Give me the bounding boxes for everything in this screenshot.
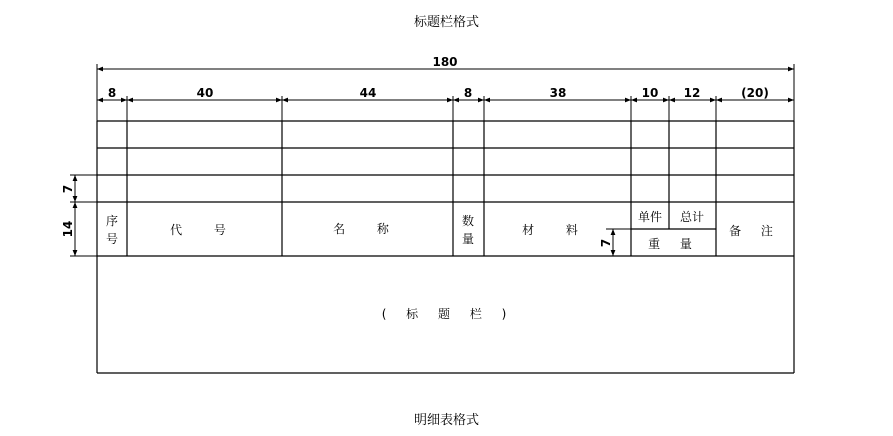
caption-title-block-format: 标题栏格式: [413, 15, 479, 30]
header-qty-line1: 数: [461, 214, 475, 228]
header-remark: 备 注: [729, 224, 781, 238]
dim-col-code: 40: [196, 86, 214, 100]
header-unit: 单件: [637, 210, 663, 224]
header-name: 名 称: [333, 222, 403, 236]
header-material: 材 料: [522, 223, 592, 237]
dim-col-seq: 8: [107, 86, 117, 100]
header-code: 代 号: [170, 223, 240, 237]
title-block-label: ( 标 题 栏 ): [381, 307, 515, 321]
dim-col-unit: 10: [641, 86, 659, 100]
dim-col-name: 44: [359, 86, 377, 100]
header-seq-line2: 号: [105, 232, 119, 246]
caption-detail-table-format: 明细表格式: [413, 413, 479, 428]
dim-col-material: 38: [549, 86, 567, 100]
header-qty-line2: 量: [461, 232, 475, 246]
dim-row-height: 7: [61, 184, 75, 194]
dim-col-remark: (20): [741, 86, 769, 100]
dim-sub-row-height: 7: [599, 238, 613, 248]
header-weight: 重 量: [648, 237, 700, 251]
header-seq-line1: 序: [105, 214, 119, 228]
dim-total: 180: [432, 55, 458, 69]
header-total: 总计: [679, 210, 705, 224]
dim-col-qty: 8: [463, 86, 473, 100]
dim-col-total: 12: [683, 86, 701, 100]
dim-header-height: 14: [61, 220, 75, 238]
